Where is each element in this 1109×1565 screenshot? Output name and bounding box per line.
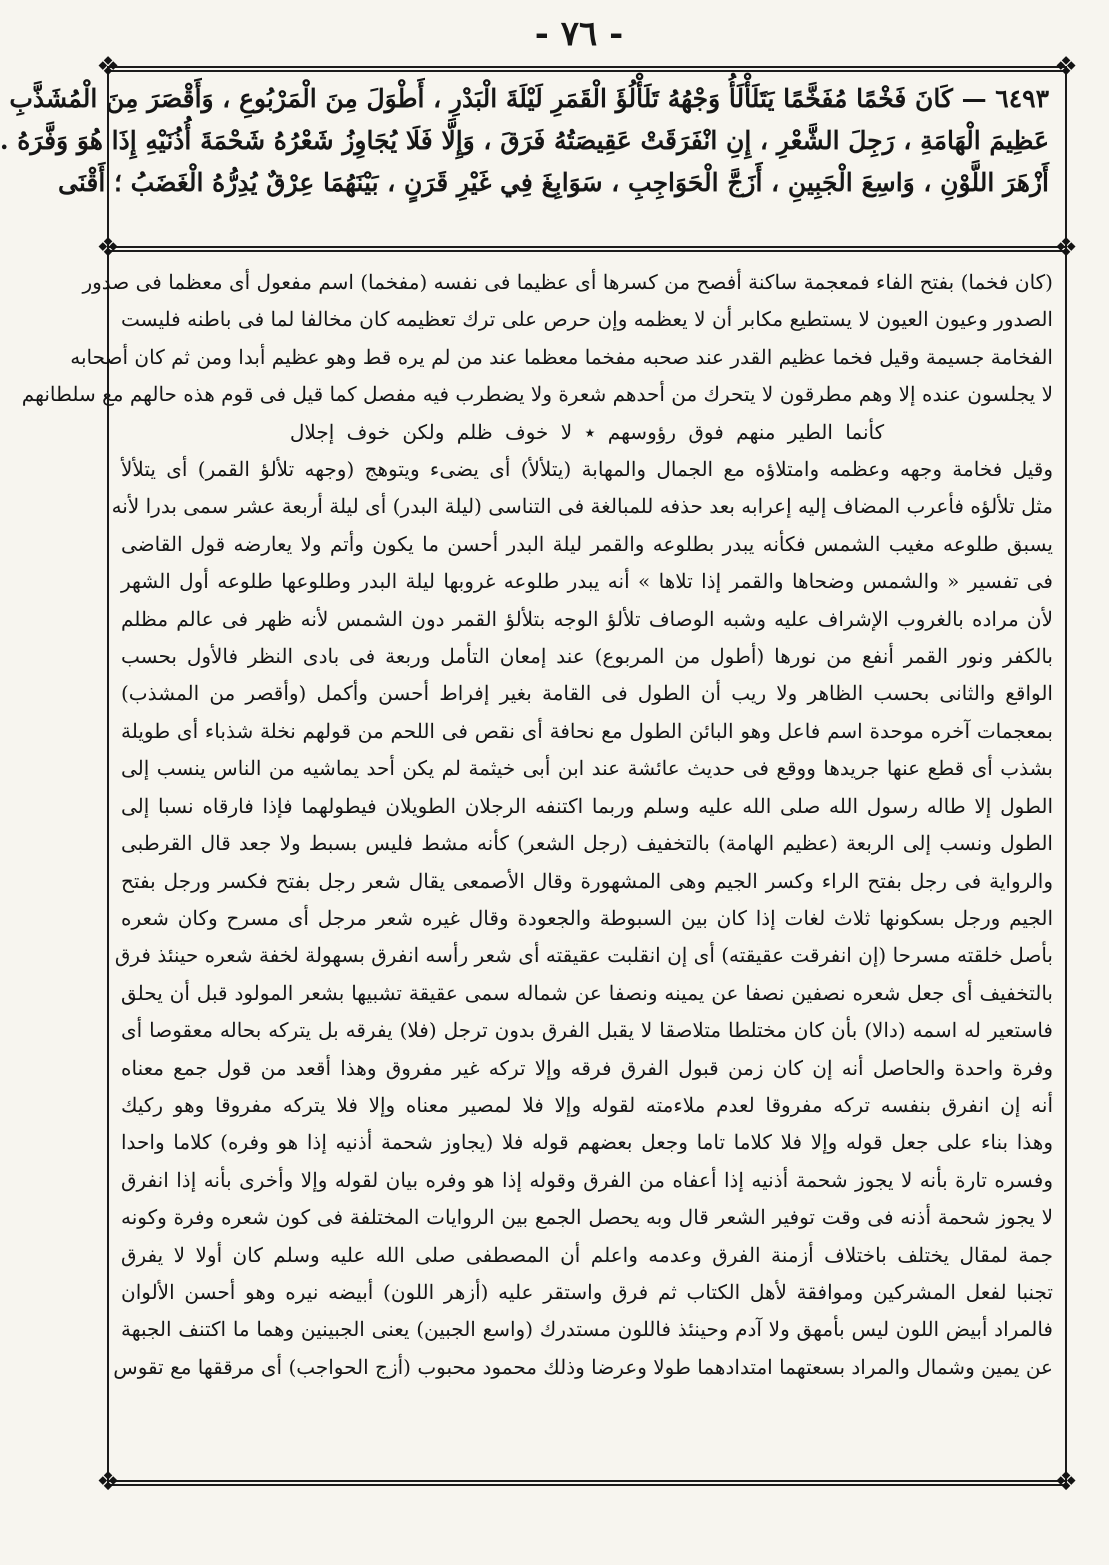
sharh-line: الطول إلا طاله رسول الله صلى الله عليه وسلم وربما اكتنفه الرجلان الطويلان فيطولهما فإذا فارقاه نسبا إلى	[121, 793, 1054, 818]
corner-ornament-middle-left: ❖	[96, 233, 120, 263]
frame-top-rule-inner	[107, 70, 1067, 72]
corner-ornament-bottom-left: ❖	[96, 1467, 120, 1497]
sharh-line: أنه إن انفرق بنفسه تركه مفروقا لعدم ملاءمته لقوله وإلا فلا لمصير معناه وإلا فلا يتركه مفروقا وهو ركيك	[121, 1092, 1053, 1117]
frame-bottom-rule-inner	[107, 1484, 1067, 1486]
frame-top-rule	[107, 66, 1067, 68]
sharh-line: يسبق طلوعه مغيب الشمس فكأنه يبدر بطلوعه والقمر ليلة البدر أحسن ما يكون وأتم ولا يعارضه قول القاضى	[121, 531, 1053, 556]
sharh-line: لأن مراده بالغروب الإشراف عليه وشبه الوصاف تلألؤ الوجه بتلألؤ القمر دون الشمس لأنه ظهر فى عالم مظلم	[121, 606, 1053, 631]
matn-text-block	[0, 78, 1049, 204]
sharh-line: بأصل خلقته مسرحا (إن انفرقت عقيقته) أى إن انقلبت عقيقته أى شعر رأسه انفرق بسهولة لخفة شعره حينئذ فرق	[114, 943, 1053, 968]
poetry-verse: كأنما الطير منهم فوق رؤوسهم ٭ لا خوف ظلم ولكن خوف إجلال	[289, 419, 885, 444]
sharh-line: فى تفسير « والشمس وضحاها والقمر إذا تلاها » أنه يبدر طلوعه غروبها ليلة البدر وطلوعها طلوعه أول الشهر	[121, 569, 1053, 594]
sharh-line: بالكفر ونور القمر أنفع من نورها (أطول من المربوع) عند إمعان التأمل وربعة فى بادى النظر فالأول بحسب	[121, 644, 1053, 669]
frame-right-rule	[1065, 66, 1067, 1486]
sharh-line: الجيم ورجل بسكونها ثلاث لغات إذا كان بين السبوطة والجعودة وقال غيره شعر مرجل أى مسرح وكان شعره	[121, 905, 1053, 930]
sharh-line: (كان فخما) بفتح الفاء فمعجمة ساكنة أفصح من كسرها أى عظيما فى نفسه (مفخما) اسم مفعول أى معظما فى صدور	[82, 270, 1053, 294]
matn-line: ٦٤٩٣ — كَانَ فَخْمًا مُفَخَّمًا يَتَلَأْلَأُ وَجْهُهُ تَلَأْلُؤَ الْقَمَرِ لَيْلَةَ الْبَدْرِ ، أَطْوَلَ مِنَ الْمَرْبُوعِ ، وَأَقْصَرَ مِنَ الْمُشَذَّبِ	[9, 84, 1049, 113]
sharh-line: وفرة واحدة والحاصل أنه إن كان زمن قبول الفرق فرقه وإلا تركه غير مفروق وهذا أقعد من قول جمع معناه	[121, 1055, 1053, 1080]
matn-line: عَظِيمَ الْهَامَةِ ، رَجِلَ الشَّعْرِ ، إِنِ انْفَرَقَتْ عَقِيصَتُهُ فَرَقَ ، وَإِلَّا فَلَا يُجَاوِزُ شَعْرُهُ شَحْمَةَ أُذُنَيْهِ إِذَا هُوَ وَفَّرَهُ .	[0, 126, 1049, 155]
sharh-line: فالمراد أبيض اللون ليس بأمهق ولا آدم وحينئذ فاللون مستدرك (واسع الجبين) يعنى الجبينين وهما ما اكتنف الجبهة	[121, 1317, 1053, 1342]
sharh-line: عن يمين وشمال والمراد بسعتهما امتدادهما طولا وعرضا وذلك محمود محبوب (أزج الحواجب) أى مرققها مع تقوس	[113, 1354, 1053, 1379]
sharh-line: الصدور وعيون العيون لا يستطيع مكابر أن لا يعظمه وإن حرص على ترك تعظيمه كان مخالفا لما فى باطنه فليست	[121, 307, 1053, 332]
sharh-commentary-block	[21, 264, 1054, 1386]
sharh-line: لا يجوز شحمة أذنه فى وقت توفير الشعر قال وبه يحصل الجمع بين الروايات المختلفة فى كون شعره وفرة وكونه	[121, 1205, 1053, 1230]
sharh-line: لا يجلسون عنده إلا وهم مطرقون لا يتحرك من أحدهم شعرة ولا يضطرب فيه مفصل كما قيل فى قوم هذه حالهم مع سلطانهم	[21, 382, 1053, 407]
sharh-line: الواقع والثانى بحسب الظاهر ولا ريب أن الطول فى القامة بغير إفراط أحسن وأكمل (وأقصر من المشذب)	[121, 681, 1053, 706]
sharh-line: الطول ونسب إلى الربعة (عظيم الهامة) بالتخفيف (رجل الشعر) كأنه مشط فليس بسبط ولا جعد قال القرطبى	[121, 831, 1053, 856]
corner-ornament-middle-right: ❖	[1054, 233, 1078, 263]
corner-ornament-top-left: ❖	[96, 52, 120, 82]
page-frame	[0, 52, 1078, 1497]
matn-divider-rule	[107, 246, 1067, 248]
matn-divider-rule-inner	[107, 250, 1067, 252]
sharh-line: وفسره تارة بأنه لا يجوز شحمة أذنيه إذا أعفاه من الفرق وقوله إذا هو وفره بيان لقوله وإلا وأخرى بأنه إذا انفرق	[121, 1167, 1053, 1192]
corner-ornament-top-right: ❖	[1054, 52, 1078, 82]
page-number: - ٧٦ -	[534, 14, 624, 54]
sharh-line: وقيل فخامة وجهه وعظمه وامتلاؤه مع الجمال والمهابة (يتلألأ) أى يضىء ويتوهج (وجهه تلألؤ القمر) أى يتلألأ	[121, 457, 1053, 482]
sharh-line: بالتخفيف أى جعل شعره نصفين نصفا عن يمينه ونصفا عن شماله سمى عقيقة تشبيها بشعر المولود قبل أن يحلق	[121, 980, 1053, 1005]
matn-line: أَزْهَرَ اللَّوْنِ ، وَاسِعَ الْجَبِينِ ، أَزَجَّ الْحَوَاجِبِ ، سَوَابِغَ فِي غَيْرِ قَرَنٍ ، بَيْنَهُمَا عِرْقٌ يُدِرُّهُ الْغَضَبُ ؛ أَقْنَى	[57, 168, 1049, 197]
sharh-line: فاستعير له اسمه (دالا) بأن كان مختلطا متلاصقا لا يقبل الفرق بدون ترجل (فلا) يفرقه بل يتركه بحاله معقوصا أى	[121, 1018, 1053, 1043]
sharh-line: بمعجمات آخره موحدة اسم فاعل وهو البائن الطول مع نحافة أى نقص فى اللحم من قولهم نخلة شذباء أى طويلة	[121, 718, 1053, 743]
sharh-line: تجنبا لفعل المشركين وموافقة لأهل الكتاب ثم فرق واستقر عليه (أزهر اللون) أبيضه نيره وهو أحسن الألوان	[121, 1279, 1053, 1304]
sharh-line: بشذب أى قطع عنها جريدها ووقع فى حديث عائشة عند ابن أبى خيثمة لم يكن أحد يماشيه من الناس ينسب إلى	[121, 756, 1053, 781]
frame-bottom-rule	[107, 1480, 1067, 1482]
sharh-line: وهذا بناء على جعل قوله وإلا فلا كلاما تاما وجعل بعضهم قوله فلا (يجاوز شحمة أذنيه إذا هو وفره) كلاما واحدا	[121, 1130, 1053, 1155]
sharh-line: مثل تلألؤه فأعرب المضاف إليه إعرابه بعد حذفه للمبالغة فى التناسى (ليلة البدر) أى ليلة أربعة عشر سمى بدرا لأنه	[111, 494, 1053, 519]
sharh-line: جمة لمقال يختلف باختلاف أزمنة الفرق وعدمه واعلم أن المصطفى صلى الله عليه وسلم كان أولا لا يفرق	[121, 1242, 1053, 1267]
sharh-line: الفخامة جسيمة وقيل فخما عظيم القدر عند صحبه مفخما معظما عند من لم يره قط وهو عظيم أبدا ومن ثم كان أصحابه	[70, 344, 1053, 369]
sharh-line: والرواية فى رجل بفتح الراء وكسر الجيم وهى المشهورة وقال الأصمعى يقال شعر رجل بفتح فكسر ورجل بفتح	[121, 868, 1053, 893]
corner-ornament-bottom-right: ❖	[1054, 1467, 1078, 1497]
